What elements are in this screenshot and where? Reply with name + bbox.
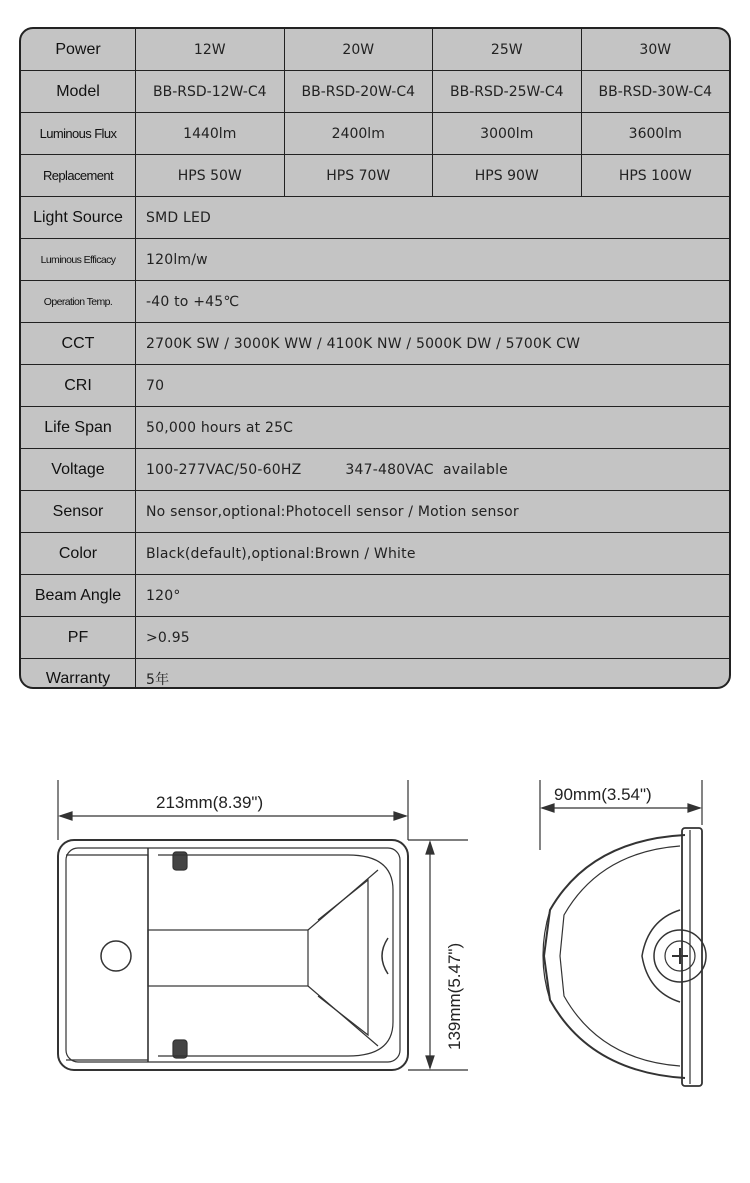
- spec-value: 120°: [146, 587, 181, 604]
- spec-row-efficacy: [21, 239, 729, 281]
- spec-value: >0.95: [146, 629, 190, 646]
- spec-row-cct: [21, 323, 729, 365]
- spec-row-power: [21, 29, 729, 71]
- spec-cell: HPS 90W: [433, 155, 582, 196]
- spec-value: Black(default),optional:Brown / White: [146, 545, 416, 562]
- row-label: Warranty: [21, 659, 136, 689]
- front-view-drawing: [48, 760, 478, 1090]
- spec-value: SMD LED: [146, 209, 212, 226]
- spec-value: 120lm/w: [146, 251, 208, 268]
- spec-cell: BB-RSD-12W-C4: [136, 71, 285, 112]
- row-label: PF: [21, 617, 136, 658]
- spec-cell: 3600lm: [628, 125, 682, 142]
- spec-cell: HPS 100W: [618, 167, 692, 184]
- row-label: Voltage: [21, 449, 136, 490]
- spec-table: [19, 27, 731, 689]
- width-dimension-label: 213mm(8.39"): [156, 793, 264, 812]
- row-label: Model: [21, 71, 136, 112]
- spec-row-model: [21, 71, 729, 113]
- spec-cell: 20W: [285, 29, 434, 70]
- spec-cell: BB-RSD-20W-C4: [285, 71, 434, 112]
- spec-row-life-span: [21, 407, 729, 449]
- spec-value: 70: [146, 377, 165, 394]
- row-label: Power: [21, 29, 136, 70]
- row-label: CRI: [21, 365, 136, 406]
- spec-value: [136, 449, 729, 490]
- voltage-value-b: 347-480VAC available: [345, 461, 508, 478]
- spec-cell: 30W: [639, 41, 672, 58]
- spec-cell: 2400lm: [285, 113, 434, 154]
- spec-cell: 1440lm: [136, 113, 285, 154]
- height-dimension-label: 139mm(5.47"): [445, 942, 464, 1050]
- spec-cell: 12W: [136, 29, 285, 70]
- spec-row-light-source: [21, 197, 729, 239]
- spec-row-pf: [21, 617, 729, 659]
- side-view-drawing: [530, 760, 730, 1090]
- row-label: Light Source: [21, 197, 136, 238]
- spec-value: -40 to +45℃: [146, 293, 240, 310]
- spec-cell: BB-RSD-25W-C4: [433, 71, 582, 112]
- spec-row-voltage: [21, 449, 729, 491]
- spec-row-op-temp: [21, 281, 729, 323]
- spec-row-flux: [21, 113, 729, 155]
- spec-value: 2700K SW / 3000K WW / 4100K NW / 5000K DW / 5700K CW: [146, 335, 581, 352]
- voltage-value-a: 100-277VAC/50-60HZ: [146, 461, 302, 478]
- spec-value: 5年: [146, 672, 170, 688]
- spec-row-color: [21, 533, 729, 575]
- spec-value: No sensor,optional:Photocell sensor / Motion sensor: [146, 503, 519, 520]
- spec-row-replacement: [21, 155, 729, 197]
- spec-row-cri: [21, 365, 729, 407]
- spec-row-beam-angle: [21, 575, 729, 617]
- spec-row-sensor: [21, 491, 729, 533]
- row-label: Color: [21, 533, 136, 574]
- spec-row-warranty: [21, 659, 729, 689]
- spec-cell: BB-RSD-30W-C4: [598, 83, 713, 100]
- spec-cell: 3000lm: [433, 113, 582, 154]
- row-label: Replacement: [21, 155, 136, 196]
- spec-value: 50,000 hours at 25C: [146, 419, 294, 436]
- row-label: Luminous Efficacy: [21, 239, 136, 280]
- spec-cell: HPS 50W: [136, 155, 285, 196]
- spec-cell: HPS 70W: [285, 155, 434, 196]
- row-label: Beam Angle: [21, 575, 136, 616]
- row-label: Operation Temp.: [21, 281, 136, 322]
- depth-dimension-label: 90mm(3.54"): [554, 785, 652, 804]
- row-label: CCT: [21, 323, 136, 364]
- row-label: Luminous Flux: [21, 113, 136, 154]
- row-label: Life Span: [21, 407, 136, 448]
- row-label: Sensor: [21, 491, 136, 532]
- spec-cell: 25W: [433, 29, 582, 70]
